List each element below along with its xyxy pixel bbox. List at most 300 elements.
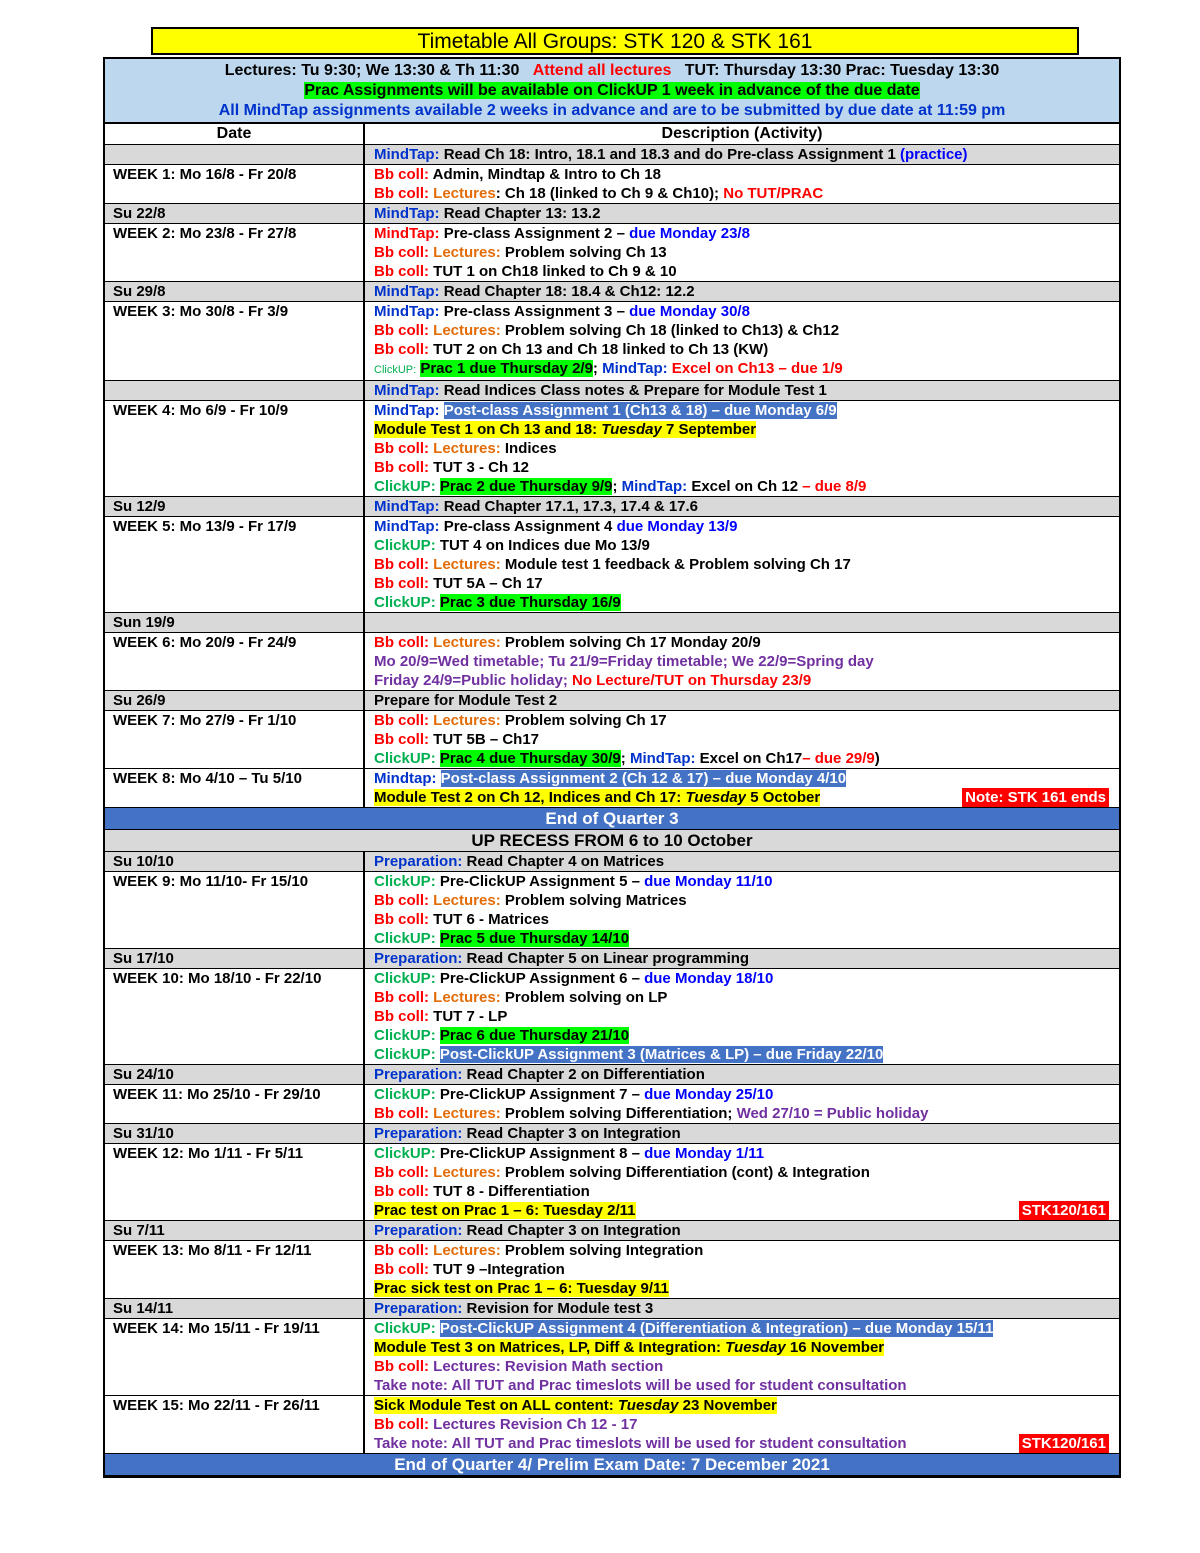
activity-line <box>374 633 1119 652</box>
activity-segment: TUT 9 –Integration <box>429 1261 565 1278</box>
activity-segment: TUT 3 - Ch 12 <box>429 459 530 476</box>
note-tag: STK120/161 <box>1019 1201 1109 1220</box>
description-cell <box>365 1241 1119 1298</box>
activity-segment: Read Chapter 5 on Linear programming <box>462 950 750 967</box>
activity-segment: Lectures: <box>429 1242 501 1259</box>
activity-line <box>374 439 1119 458</box>
activity-segment: Preparation: <box>374 1066 463 1083</box>
activity-segment: Bb coll: <box>374 556 429 573</box>
activity-segment: Bb coll: <box>374 322 429 339</box>
table-row <box>105 633 1119 691</box>
activity-segment: Read Chapter 18: 18.4 & Ch12: 12.2 <box>439 283 695 300</box>
activity-segment: due Monday 23/8 <box>629 225 750 242</box>
activity-segment: Problem solving Differentiation (cont) & Integration <box>500 1164 870 1181</box>
table-row <box>105 1396 1119 1454</box>
description-cell <box>365 691 1119 710</box>
activity-line <box>374 243 1119 262</box>
activity-line <box>374 749 1119 768</box>
description-cell <box>365 1085 1119 1123</box>
activity-segment: Bb coll: <box>374 911 429 928</box>
activity-segment: TUT 1 on Ch18 linked to Ch 9 & 10 <box>429 263 677 280</box>
activity-segment: – due 8/9 <box>802 478 867 495</box>
description-cell <box>365 949 1119 968</box>
activity-segment: TUT 2 on Ch 13 and Ch 18 linked to Ch 13 (KW) <box>429 341 769 358</box>
activity-line <box>374 711 1119 730</box>
activity-line <box>374 1124 1119 1143</box>
activity-segment: 23 November <box>678 1397 777 1414</box>
description-cell <box>365 282 1119 301</box>
activity-line <box>374 1338 1119 1357</box>
activity-line <box>374 1299 1119 1318</box>
activity-segment: Friday 24/9=Public holiday; <box>374 672 572 689</box>
activity-segment: Problem solving on LP <box>500 989 668 1006</box>
attend-note: Attend all lectures <box>532 62 672 79</box>
activity-segment: Prac sick test on Prac 1 – 6: Tuesday 9/11 <box>374 1280 669 1297</box>
activity-line <box>374 262 1119 281</box>
activity-segment: No TUT/PRAC <box>723 185 824 202</box>
activity-segment: Mindtap: <box>374 770 437 787</box>
activity-segment: Bb coll: <box>374 712 429 729</box>
activity-segment: MindTap: <box>629 750 696 767</box>
activity-segment: Post-ClickUP Assignment 3 (Matrices & LP) – due Friday 22/10 <box>439 1046 884 1063</box>
activity-segment: Tuesday <box>685 789 747 806</box>
activity-segment: Bb coll: <box>374 1183 429 1200</box>
activity-segment: Mo 20/9=Wed timetable; Tu 21/9=Friday timetable; We 22/9=Spring day <box>374 653 874 670</box>
activity-segment: Preparation: <box>374 1125 463 1142</box>
activity-segment: Read Chapter 17.1, 17.3, 17.4 & 17.6 <box>439 498 699 515</box>
activity-segment: Excel on Ch 12 <box>687 478 803 495</box>
date-cell: Su 31/10 <box>105 1124 365 1143</box>
activity-line <box>374 769 1119 788</box>
date-cell: Su 12/9 <box>105 497 365 516</box>
activity-segment: Bb coll: <box>374 166 429 183</box>
activity-line <box>374 1144 1119 1163</box>
activity-line <box>374 184 1119 203</box>
activity-segment: Bb coll: <box>374 185 429 202</box>
activity-line <box>374 1007 1119 1026</box>
table-row <box>105 1221 1119 1241</box>
table-row <box>105 1124 1119 1144</box>
table-row <box>105 517 1119 613</box>
activity-segment: ClickUP: <box>374 1046 436 1063</box>
table-row <box>105 691 1119 711</box>
section-band: UP RECESS FROM 6 to 10 October <box>105 830 1119 852</box>
activity-segment: Pre-class Assignment 3 – <box>439 303 630 320</box>
info-banner <box>105 59 1119 124</box>
activity-segment: Bb coll: <box>374 1164 429 1181</box>
date-cell: Sun 19/9 <box>105 613 365 632</box>
date-cell: WEEK 11: Mo 25/10 - Fr 29/10 <box>105 1085 365 1123</box>
activity-line <box>374 1085 1119 1104</box>
activity-segment: Bb coll: <box>374 341 429 358</box>
date-cell: WEEK 9: Mo 11/10- Fr 15/10 <box>105 872 365 948</box>
activity-segment: Bb coll: <box>374 1105 429 1122</box>
activity-segment: ; <box>612 478 622 495</box>
activity-segment: due Monday 13/9 <box>616 518 738 535</box>
activity-segment: MindTap: <box>374 283 440 300</box>
date-cell: WEEK 6: Mo 20/9 - Fr 24/9 <box>105 633 365 690</box>
description-cell <box>365 711 1119 768</box>
note-tag: Note: STK 161 ends <box>962 788 1109 807</box>
date-cell: Su 29/8 <box>105 282 365 301</box>
activity-segment: 16 November <box>785 1339 885 1356</box>
activity-segment: ClickUP: <box>374 930 436 947</box>
activity-segment: Read Indices Class notes & Prepare for Module Test 1 <box>439 382 827 399</box>
activity-segment: No Lecture/TUT on Thursday 23/9 <box>571 672 812 689</box>
activity-segment: Problem solving Differentiation; <box>500 1105 737 1122</box>
description-header: Description (Activity) <box>661 125 823 142</box>
activity-line <box>374 359 1119 380</box>
table-row <box>105 204 1119 224</box>
activity-segment: Wed 27/10 = Public holiday <box>736 1105 929 1122</box>
activity-segment: ClickUP: <box>374 750 436 767</box>
activity-segment: Lectures: <box>429 1105 501 1122</box>
activity-segment: Bb coll: <box>374 1261 429 1278</box>
table-row <box>105 1085 1119 1124</box>
activity-line <box>374 381 1119 400</box>
tut-prac-times: TUT: Thursday 13:30 Prac: Tuesday 13:30 <box>684 62 1000 79</box>
table-row <box>105 769 1119 808</box>
table-row <box>105 872 1119 949</box>
table-row <box>105 1319 1119 1396</box>
activity-line <box>374 477 1119 496</box>
description-cell <box>365 872 1119 948</box>
activity-segment: Preparation: <box>374 1300 463 1317</box>
date-cell: Su 22/8 <box>105 204 365 223</box>
table-row <box>105 381 1119 401</box>
activity-line <box>374 671 1119 690</box>
activity-segment: Bb coll: <box>374 892 429 909</box>
activity-line <box>374 969 1119 988</box>
activity-line <box>374 872 1119 891</box>
activity-line <box>374 302 1119 321</box>
activity-line <box>374 1241 1119 1260</box>
section-band: End of Quarter 3 <box>105 808 1119 830</box>
date-cell: Su 14/11 <box>105 1299 365 1318</box>
table-row <box>105 711 1119 769</box>
date-cell: WEEK 1: Mo 16/8 - Fr 20/8 <box>105 165 365 203</box>
activity-line <box>374 988 1119 1007</box>
activity-segment: ; <box>620 750 630 767</box>
description-cell <box>365 633 1119 690</box>
activity-line <box>374 536 1119 555</box>
activity-line <box>374 1319 1119 1338</box>
description-cell <box>365 613 1119 632</box>
activity-segment: Pre-class Assignment 2 – <box>439 225 630 242</box>
activity-line <box>374 1104 1119 1123</box>
activity-line <box>374 949 1119 968</box>
table-row <box>105 613 1119 633</box>
date-cell: WEEK 15: Mo 22/11 - Fr 26/11 <box>105 1396 365 1453</box>
activity-segment: MindTap: <box>621 478 688 495</box>
description-cell <box>365 302 1119 380</box>
activity-segment: Lectures: <box>429 892 501 909</box>
description-cell <box>365 145 1119 164</box>
activity-segment: Module Test 1 on Ch 13 and 18: <box>374 421 602 438</box>
activity-segment: Take note: All TUT and Prac timeslots will be used for student consultation <box>374 1435 907 1452</box>
activity-segment: Tuesday <box>601 421 662 438</box>
activity-segment: ClickUP: <box>374 1145 436 1162</box>
activity-segment: Bb coll: <box>374 1008 429 1025</box>
description-cell <box>365 517 1119 612</box>
activity-segment: MindTap: <box>374 402 440 419</box>
activity-segment: ClickUP: <box>374 478 436 495</box>
description-cell <box>365 1221 1119 1240</box>
activity-line <box>374 1376 1119 1395</box>
activity-line <box>374 321 1119 340</box>
description-cell <box>365 969 1119 1064</box>
activity-segment: Excel on Ch13 – due 1/9 <box>667 360 843 377</box>
activity-segment: Problem solving Ch 17 <box>500 712 667 729</box>
table-row <box>105 401 1119 497</box>
activity-segment: Problem solving Ch 18 (linked to Ch13) & Ch12 <box>500 322 840 339</box>
activity-segment: MindTap: <box>374 382 440 399</box>
activity-line <box>374 458 1119 477</box>
table-row <box>105 145 1119 165</box>
activity-segment: Lectures: <box>429 634 501 651</box>
activity-segment: due Monday 30/8 <box>629 303 750 320</box>
description-cell <box>365 1396 1119 1453</box>
activity-line <box>374 1201 1119 1220</box>
activity-segment: Bb coll: <box>374 1416 429 1433</box>
activity-segment: Bb coll: <box>374 989 429 1006</box>
activity-line <box>374 401 1119 420</box>
activity-segment: Lectures: <box>429 322 501 339</box>
activity-segment: Lectures: <box>429 989 501 1006</box>
table-row <box>105 1144 1119 1221</box>
activity-segment: Problem solving Matrices <box>500 892 687 909</box>
lecture-times-text: Lectures: Tu 9:30; We 13:30 & Th 11:30 <box>224 62 520 79</box>
activity-segment: Read Chapter 4 on Matrices <box>462 853 665 870</box>
activity-line <box>374 204 1119 223</box>
activity-segment: Indices <box>500 440 557 457</box>
date-header: Date <box>105 124 365 144</box>
activity-line <box>374 1163 1119 1182</box>
date-cell: WEEK 10: Mo 18/10 - Fr 22/10 <box>105 969 365 1064</box>
date-cell: WEEK 12: Mo 1/11 - Fr 5/11 <box>105 1144 365 1220</box>
activity-segment: Lectures: <box>429 1164 501 1181</box>
date-cell: WEEK 3: Mo 30/8 - Fr 3/9 <box>105 302 365 380</box>
activity-segment: Bb coll: <box>374 634 429 651</box>
activity-segment: TUT 4 on Indices due Mo 13/9 <box>435 537 650 554</box>
table-row <box>105 302 1119 381</box>
page-title: Timetable All Groups: STK 120 & STK 161 <box>151 27 1079 55</box>
date-cell <box>105 381 365 400</box>
date-cell: WEEK 13: Mo 8/11 - Fr 12/11 <box>105 1241 365 1298</box>
activity-segment: Pre-ClickUP Assignment 7 – <box>435 1086 645 1103</box>
activity-segment: Problem solving Integration <box>500 1242 704 1259</box>
activity-segment: Post-class Assignment 1 (Ch13 & 18) – due Monday 6/9 <box>443 402 837 419</box>
activity-segment: due Monday 25/10 <box>644 1086 774 1103</box>
activity-segment: TUT 6 - Matrices <box>429 911 550 928</box>
activity-segment: Tuesday <box>617 1397 679 1414</box>
date-cell: WEEK 14: Mo 15/11 - Fr 19/11 <box>105 1319 365 1395</box>
date-cell: Su 24/10 <box>105 1065 365 1084</box>
description-cell <box>365 1144 1119 1220</box>
date-cell: WEEK 4: Mo 6/9 - Fr 10/9 <box>105 401 365 496</box>
activity-segment: ClickUP: <box>374 970 436 987</box>
date-cell: WEEK 7: Mo 27/9 - Fr 1/10 <box>105 711 365 768</box>
table-row <box>105 224 1119 282</box>
timetable <box>103 57 1121 1478</box>
activity-segment: Problem solving Ch 13 <box>500 244 667 261</box>
activity-segment: Read Chapter 3 on Integration <box>462 1222 681 1239</box>
description-cell <box>365 204 1119 223</box>
activity-line <box>374 593 1119 612</box>
activity-segment: Lectures: <box>429 440 501 457</box>
activity-segment: Bb coll: <box>374 1358 429 1375</box>
activity-segment: Module test 1 feedback & Problem solving Ch 17 <box>500 556 851 573</box>
activity-segment: Module Test 3 on Matrices, LP, Diff & Integration: <box>374 1339 726 1356</box>
table-row <box>105 1241 1119 1299</box>
date-cell: Su 26/9 <box>105 691 365 710</box>
activity-line <box>374 282 1119 301</box>
activity-segment: ClickUP: <box>374 1320 436 1337</box>
activity-line <box>374 420 1119 439</box>
prac-availability-text: Prac Assignments will be available on ClickUP 1 week in advance of the due date <box>304 82 920 99</box>
activity-segment: Bb coll: <box>374 575 429 592</box>
activity-line <box>374 929 1119 948</box>
activity-segment: Read Ch 18: Intro, 18.1 and 18.3 and do Pre-class Assignment 1 <box>439 146 900 163</box>
activity-segment: Revision for Module test 3 <box>462 1300 654 1317</box>
activity-segment: Lectures: <box>429 712 501 729</box>
description-cell <box>365 769 1119 807</box>
activity-segment: Prac 4 due Thursday 30/9 <box>439 750 621 767</box>
prac-availability-note <box>105 81 1119 101</box>
activity-line <box>374 555 1119 574</box>
activity-segment: Take note: All TUT and Prac timeslots will be used for student consultation <box>374 1377 907 1394</box>
activity-segment: Read Chapter 13: 13.2 <box>439 205 601 222</box>
activity-segment: ClickUP: <box>374 873 436 890</box>
table-body <box>105 145 1119 1476</box>
activity-segment: TUT 8 - Differentiation <box>429 1183 590 1200</box>
description-cell <box>365 165 1119 203</box>
activity-segment: ClickUP: <box>374 364 417 376</box>
date-cell <box>105 145 365 164</box>
activity-segment: : Ch 18 (linked to Ch 9 & Ch10); <box>495 185 724 202</box>
table-row <box>105 969 1119 1065</box>
activity-segment: MindTap: <box>374 498 440 515</box>
activity-line <box>374 852 1119 871</box>
activity-line <box>374 1279 1119 1298</box>
table-row <box>105 1065 1119 1085</box>
section-band: End of Quarter 4/ Prelim Exam Date: 7 December 2021 <box>105 1454 1119 1476</box>
activity-segment: Lectures: <box>429 244 501 261</box>
table-row <box>105 282 1119 302</box>
activity-line <box>374 517 1119 536</box>
activity-segment: Lectures: <box>429 556 501 573</box>
activity-line <box>374 891 1119 910</box>
activity-segment: Bb coll: <box>374 731 429 748</box>
date-cell: WEEK 5: Mo 13/9 - Fr 17/9 <box>105 517 365 612</box>
activity-segment: Module Test 2 on Ch 12, Indices and Ch 17: <box>374 789 686 806</box>
activity-segment: Lectures <box>429 185 496 202</box>
date-cell: Su 7/11 <box>105 1221 365 1240</box>
activity-segment: Admin, Mindtap & Intro to Ch 18 <box>429 166 661 183</box>
activity-segment: Post-ClickUP Assignment 4 (Differentiation & Integration) – due Monday 15/11 <box>439 1320 994 1337</box>
activity-segment: MindTap: <box>374 303 440 320</box>
activity-line <box>374 1357 1119 1376</box>
activity-segment: MindTap: <box>374 205 440 222</box>
activity-segment: Excel on Ch17 <box>695 750 803 767</box>
activity-segment: MindTap: <box>374 225 440 242</box>
activity-segment: Read Chapter 3 on Integration <box>462 1125 681 1142</box>
description-cell <box>365 1124 1119 1143</box>
activity-line <box>374 1434 1119 1453</box>
activity-segment: due Monday 11/10 <box>644 873 773 890</box>
activity-segment: Tuesday <box>725 1339 786 1356</box>
activity-segment: ClickUP: <box>374 594 436 611</box>
activity-segment: MindTap: <box>374 518 440 535</box>
activity-segment: Lectures Revision Ch 12 - 17 <box>429 1416 638 1433</box>
activity-segment: ClickUP: <box>374 1027 436 1044</box>
note-tag: STK120/161 <box>1019 1434 1109 1453</box>
activity-line <box>374 1182 1119 1201</box>
description-cell <box>365 852 1119 871</box>
activity-segment: Bb coll: <box>374 1242 429 1259</box>
activity-segment: Prepare for Module Test 2 <box>374 692 558 709</box>
activity-segment: Preparation: <box>374 950 463 967</box>
activity-segment: Prac 5 due Thursday 14/10 <box>439 930 630 947</box>
activity-segment: Bb coll: <box>374 440 429 457</box>
activity-line <box>374 1415 1119 1434</box>
activity-line <box>374 730 1119 749</box>
activity-segment: Sick Module Test on ALL content: <box>374 1397 618 1414</box>
activity-segment: Prac 2 due Thursday 9/9 <box>439 478 613 495</box>
description-cell <box>365 381 1119 400</box>
activity-line <box>374 1045 1119 1064</box>
activity-line <box>374 1396 1119 1415</box>
activity-line <box>374 165 1119 184</box>
description-cell <box>365 401 1119 496</box>
date-cell: Su 17/10 <box>105 949 365 968</box>
table-row <box>105 497 1119 517</box>
activity-line <box>374 1221 1119 1240</box>
activity-segment: Preparation: <box>374 1222 463 1239</box>
activity-segment: Problem solving Ch 17 Monday 20/9 <box>500 634 761 651</box>
activity-line <box>374 224 1119 243</box>
mindtap-note: All MindTap assignments available 2 weeks in advance and are to be submitted by due date at 11:59 pm <box>218 102 1006 119</box>
activity-segment: ClickUP: <box>374 537 436 554</box>
activity-segment: Prac 6 due Thursday 21/10 <box>439 1027 630 1044</box>
activity-line <box>374 788 1119 807</box>
lecture-times <box>105 61 1119 81</box>
table-row <box>105 1299 1119 1319</box>
activity-segment: TUT 5A – Ch 17 <box>429 575 543 592</box>
table-row <box>105 165 1119 204</box>
activity-segment: MindTap: <box>374 146 440 163</box>
activity-segment: Bb coll: <box>374 459 429 476</box>
activity-line <box>374 497 1119 516</box>
description-cell <box>365 1065 1119 1084</box>
activity-line <box>374 145 1119 164</box>
activity-segment: Lectures: Revision Math section <box>429 1358 664 1375</box>
activity-line <box>374 574 1119 593</box>
activity-segment: – due 29/9 <box>802 750 875 767</box>
activity-line <box>374 910 1119 929</box>
activity-segment: Prac 3 due Thursday 16/9 <box>439 594 621 611</box>
activity-segment: MindTap: <box>602 360 668 377</box>
activity-line <box>374 340 1119 359</box>
activity-segment: ) <box>874 750 880 767</box>
activity-segment: ; <box>592 360 603 377</box>
table-row <box>105 852 1119 872</box>
activity-segment: Prac test on Prac 1 – 6: Tuesday 2/11 <box>374 1202 636 1219</box>
activity-segment: Post-class Assignment 2 (Ch 12 & 17) – due Monday 4/10 <box>440 770 847 787</box>
activity-segment: Read Chapter 2 on Differentiation <box>462 1066 705 1083</box>
activity-segment: Pre-class Assignment 4 <box>439 518 617 535</box>
activity-line <box>374 1065 1119 1084</box>
